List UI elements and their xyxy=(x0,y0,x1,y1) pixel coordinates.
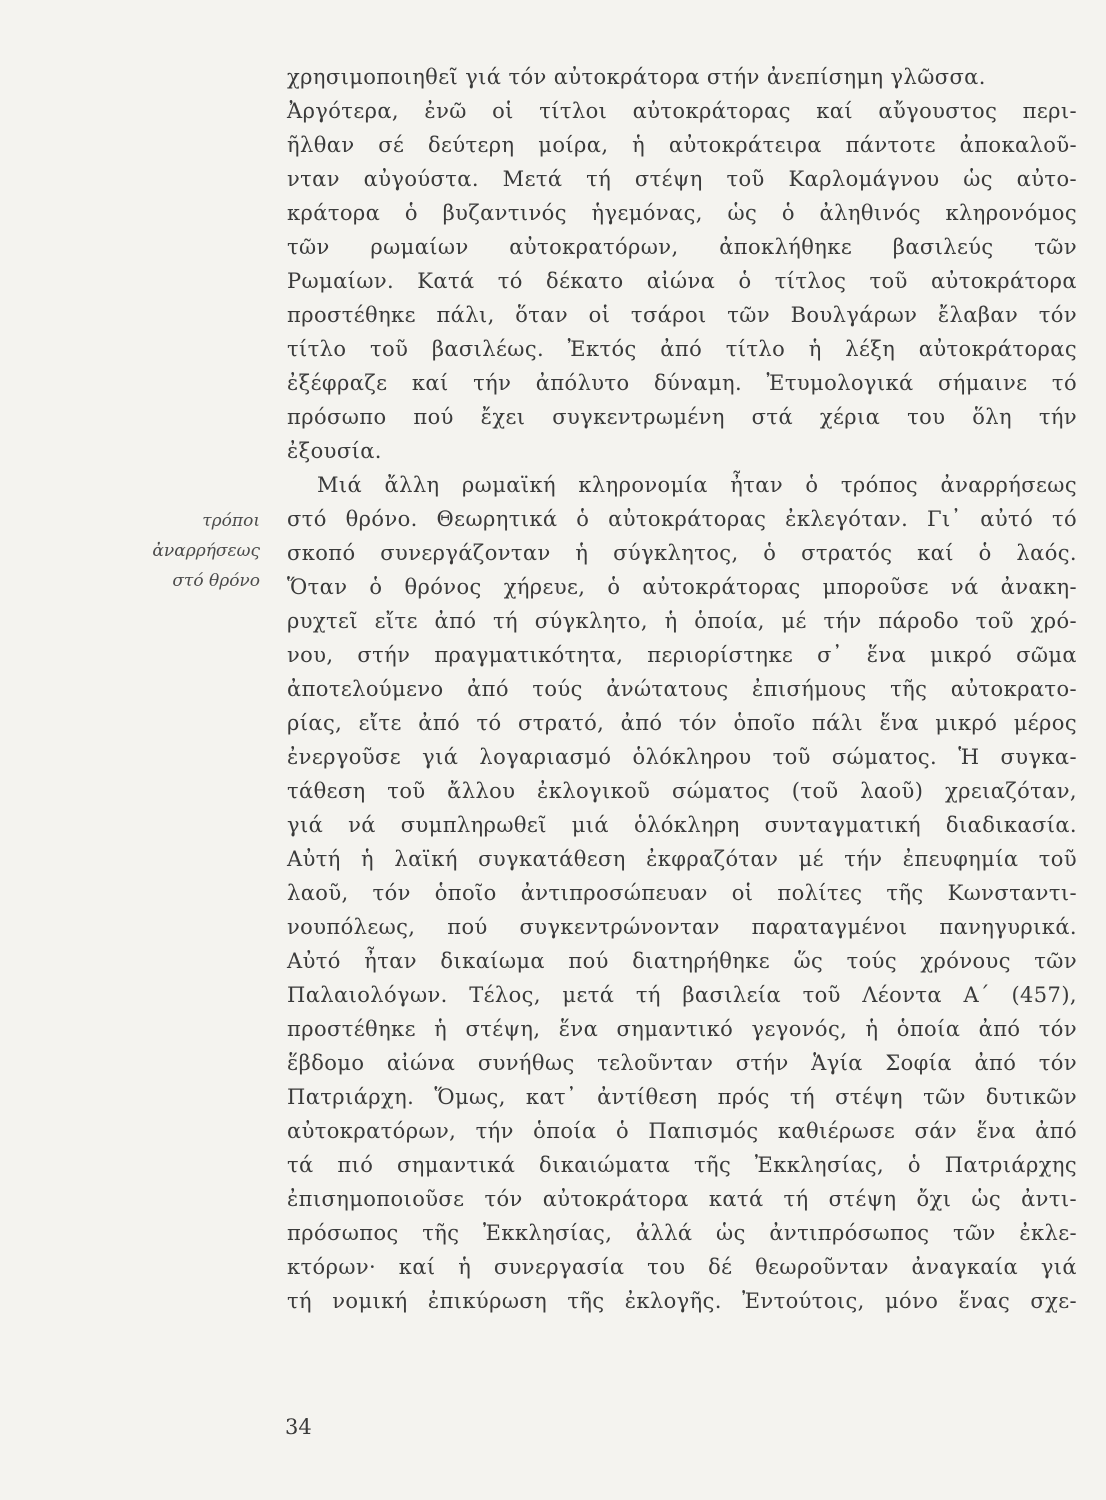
text-line: γιά νά συμπληρωθεῖ μιά ὁλόκληρη συνταγματική διαδικασία. xyxy=(287,813,1077,837)
text-line: ἀποτελούμενο ἀπό τούς ἀνώτατους ἐπισήμους τῆς αὐτοκρατο- xyxy=(287,677,1077,701)
text-line: ἕβδομο αἰώνα συνήθως τελοῦνταν στήν Ἁγία Σοφία ἀπό τόν xyxy=(287,1051,1077,1075)
text-line: ῆλθαν σέ δεύτερη μοίρα, ἡ αὐτοκράτειρα πάντοτε ἀποκαλοῦ- xyxy=(287,133,1077,157)
text-line: ρυχτεῖ εἴτε ἀπό τή σύγκλητο, ἡ ὁποία, μέ τήν πάροδο τοῦ χρό- xyxy=(287,609,1077,633)
text-line: ἐνεργοῦσε γιά λογαριασμό ὁλόκληρου τοῦ σώματος. Ἡ συγκα- xyxy=(287,745,1077,769)
margin-note xyxy=(110,506,260,596)
text-line: ἐξέφραζε καί τήν ἀπόλυτο δύναμη. Ἐτυμολογικά σήμαινε τό xyxy=(287,371,1077,395)
text-line: Ὅταν ὁ θρόνος χήρευε, ὁ αὐτοκράτορας μποροῦσε νά ἀνακη- xyxy=(287,575,1077,599)
margin-note-line: στό θρόνο xyxy=(172,571,260,591)
page-number: 34 xyxy=(285,1415,312,1439)
text-line: στό θρόνο. Θεωρητικά ὁ αὐτοκράτορας ἐκλεγόταν. Γι᾽ αὐτό τό xyxy=(287,507,1077,531)
text-line: Πατριάρχη. Ὅμως, κατ᾽ ἀντίθεση πρός τή στέψη τῶν δυτικῶν xyxy=(287,1085,1077,1109)
text-line: κτόρων· καί ἡ συνεργασία του δέ θεωροῦνταν ἀναγκαία γιά xyxy=(287,1255,1077,1279)
text-line: πρόσωπος τῆς Ἐκκλησίας, ἀλλά ὡς ἀντιπρόσωπος τῶν ἐκλε- xyxy=(287,1221,1077,1245)
text-line: νουπόλεως, πού συγκεντρώνονταν παραταγμένοι πανηγυρικά. xyxy=(287,915,1077,939)
text-line: τά πιό σημαντικά δικαιώματα τῆς Ἐκκλησίας, ὁ Πατριάρχης xyxy=(287,1153,1077,1177)
text-line: Αὐτό ἦταν δικαίωμα πού διατηρήθηκε ὥς τούς χρόνους τῶν xyxy=(287,949,1077,973)
text-line: σκοπό συνεργάζονταν ἡ σύγκλητος, ὁ στρατός καί ὁ λαός. xyxy=(287,541,1077,565)
text-line: Μιά ἄλλη ρωμαϊκή κληρονομία ἦταν ὁ τρόπος ἀναρρήσεως xyxy=(317,473,1077,497)
text-line: κράτορα ὁ βυζαντινός ἡγεμόνας, ὡς ὁ ἀληθινός κληρονόμος xyxy=(287,201,1077,225)
text-line: τάθεση τοῦ ἄλλου ἐκλογικοῦ σώματος (τοῦ λαοῦ) χρειαζόταν, xyxy=(287,779,1077,803)
text-line: ἐξουσία. xyxy=(287,439,382,463)
text-line: λαοῦ, τόν ὁποῖο ἀντιπροσώπευαν οἱ πολίτες τῆς Κωνσταντι- xyxy=(287,881,1077,905)
text-line: νταν αὐγούστα. Μετά τή στέψη τοῦ Καρλομάγνου ὡς αὐτο- xyxy=(287,167,1077,191)
margin-note-line: ἀναρρήσεως xyxy=(152,541,260,561)
text-line: Παλαιολόγων. Τέλος, μετά τή βασιλεία τοῦ Λέοντα Α΄ (457), xyxy=(287,983,1077,1007)
text-line: χρησιμοποιηθεῖ γιά τόν αὐτοκράτορα στήν ἀνεπίσημη γλῶσσα. xyxy=(287,65,986,89)
margin-note-line: τρόποι xyxy=(202,511,260,531)
text-line: αὐτοκρατόρων, τήν ὁποία ὁ Παπισμός καθιέρωσε σάν ἕνα ἀπό xyxy=(287,1119,1077,1143)
text-line: Ἀργότερα, ἐνῶ οἱ τίτλοι αὐτοκράτορας καί αὔγουστος περι- xyxy=(287,99,1077,123)
text-line: προστέθηκε ἡ στέψη, ἕνα σημαντικό γεγονός, ἡ ὁποία ἀπό τόν xyxy=(287,1017,1077,1041)
text-line: τή νομική ἐπικύρωση τῆς ἐκλογῆς. Ἐντούτοις, μόνο ἕνας σχε- xyxy=(287,1289,1077,1313)
text-line: τίτλο τοῦ βασιλέως. Ἐκτός ἀπό τίτλο ἡ λέξη αὐτοκράτορας xyxy=(287,337,1077,361)
text-line: νου, στήν πραγματικότητα, περιορίστηκε σ᾽ ἕνα μικρό σῶμα xyxy=(287,643,1077,667)
text-line: Αὐτή ἡ λαϊκή συγκατάθεση ἐκφραζόταν μέ τήν ἐπευφημία τοῦ xyxy=(287,847,1077,871)
text-line: πρόσωπο πού ἔχει συγκεντρωμένη στά χέρια του ὅλη τήν xyxy=(287,405,1077,429)
text-line: τῶν ρωμαίων αὐτοκρατόρων, ἀποκλήθηκε βασιλεύς τῶν xyxy=(287,235,1077,259)
text-line: προστέθηκε πάλι, ὅταν οἱ τσάροι τῶν Βουλγάρων ἔλαβαν τόν xyxy=(287,303,1077,327)
text-line: ἐπισημοποιοῦσε τόν αὐτοκράτορα κατά τή στέψη ὄχι ὡς ἀντι- xyxy=(287,1187,1077,1211)
text-line: ρίας, εἴτε ἀπό τό στρατό, ἀπό τόν ὁποῖο πάλι ἕνα μικρό μέρος xyxy=(287,711,1077,735)
main-text-column xyxy=(287,60,1077,1318)
text-line: Ρωμαίων. Κατά τό δέκατο αἰώνα ὁ τίτλος τοῦ αὐτοκράτορα xyxy=(287,269,1077,293)
